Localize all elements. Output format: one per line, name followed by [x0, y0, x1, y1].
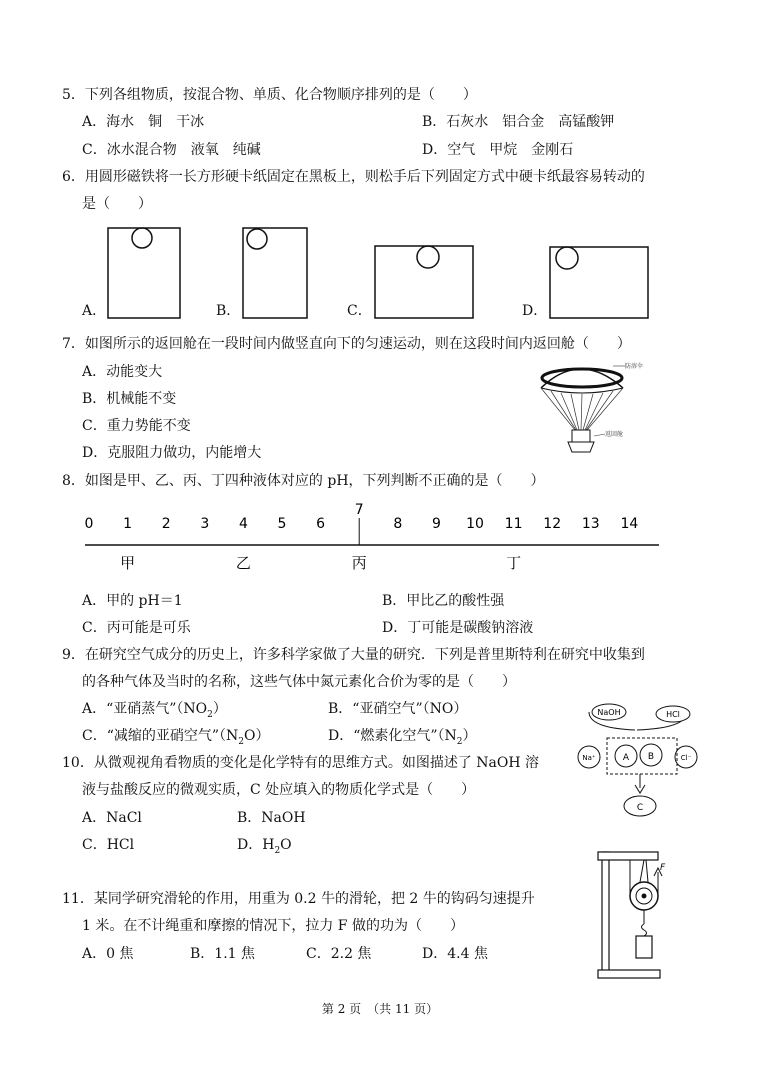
b-label: B: [647, 752, 655, 762]
ph-tick-label: 1: [123, 516, 133, 532]
ph-tick-label: 14: [620, 516, 639, 532]
q11-option-c: C．2.2 焦: [306, 946, 372, 962]
ph-marker-label: 甲: [120, 554, 136, 572]
q9-option-a: A．“亚硝蒸气$”(NO_2)$: [82, 701, 227, 720]
ph-marker-label: 丙: [351, 554, 367, 572]
q10-option-a: A．NaCl: [82, 810, 142, 826]
ph-tick-label: 10: [466, 516, 484, 532]
q7-option-b: B．机械能不变: [82, 391, 177, 407]
q11-option-b: B．1.1 焦: [190, 946, 256, 962]
reaction-box: [607, 738, 677, 774]
ph-tick-label: 6: [316, 516, 326, 532]
q10-stem-line1: 10．从微观视角看物质的变化是化学特有的思维方式。如图描述了 NaOH 溶: [62, 755, 539, 771]
ph-tick-label: 11: [504, 516, 523, 532]
ph-tick-label: 3: [200, 516, 210, 532]
ph-tick-label: 7: [354, 502, 364, 518]
q6-option-c: C．: [347, 303, 372, 319]
c-label: C: [636, 803, 644, 813]
q5-option-d: D．空气 甲烷 金刚石: [422, 142, 574, 158]
q10-option-b: B．NaOH: [237, 810, 306, 826]
parachute-label: 防溶伞: [625, 363, 644, 370]
q8-stem: 8．如图是甲、乙、丙、丁四种液体对应的 pH，下列判断不正确的是（ ）: [62, 473, 545, 489]
q6-figure-b: [243, 228, 307, 318]
q8-option-a: A．甲的 pH＝1: [82, 593, 183, 609]
q8-option-c: C．丙可能是可乐: [82, 620, 191, 636]
q5-option-b: B．石灰水 铝合金 高锰酸钾: [422, 114, 615, 130]
capsule-label: 返回舱: [605, 431, 624, 438]
q8-option-d: D．丁可能是碳酸钠溶液: [382, 620, 534, 636]
q7-stem: 7．如图所示的返回舱在一段时间内做竖直向下的匀速运动，则在这段时间内返回舱（ ）: [62, 336, 631, 352]
q6-figure-d: [550, 247, 648, 318]
parachute-canopy: [541, 369, 623, 393]
ph-tick-label: 8: [393, 516, 403, 532]
q11-pulley-figure: [590, 842, 670, 982]
stand-arm: [598, 852, 658, 860]
na-label: Na⁺: [582, 754, 596, 762]
q9-option-d: D．“燃素化空气$”(N_2)$: [328, 728, 477, 747]
q7-option-d: D．克服阻力做功，内能增大: [82, 445, 262, 461]
q9-stem-line2: 的各种气体及当时的名称，这些气体中氮元素化合价为零的是（ ）: [82, 674, 516, 690]
q6-figure-a: [108, 228, 180, 318]
q11-option-d: D．4.4 焦: [422, 946, 488, 962]
parachute-lines: [541, 388, 623, 430]
q9-option-c: C．“减缩的亚硝空气$”(N_2O)$: [82, 728, 270, 747]
q6-figures: [100, 220, 710, 320]
ph-tick-label: 9: [431, 516, 441, 532]
q5-stem: 5．下列各组物质，按混合物、单质、化合物顺序排列的是（ ）: [62, 87, 477, 103]
q7-option-a: A．动能变大: [82, 364, 163, 380]
ph-tick-label: 2: [161, 516, 171, 532]
cl-label: Cl⁻: [680, 754, 692, 762]
q6-option-d: D．: [522, 303, 548, 319]
q7-option-c: C．重力势能不变: [82, 418, 191, 434]
q5-option-a: A．海水 铜 干冰: [82, 114, 205, 130]
hcl-label: HCl: [666, 710, 680, 719]
q11-stem-line1: 11．某同学研究滑轮的作用，用重为 0.2 牛的滑轮，把 2 牛的钩码匀速提升: [62, 891, 535, 907]
q5-option-c: C．冰水混合物 液氧 纯碱: [82, 142, 261, 158]
q6-option-a: A．: [82, 303, 107, 319]
hook-weight: [636, 936, 652, 958]
q11-stem-line2: 1 米。在不计绳重和摩擦的情况下，拉力 F 做的功为（ ）: [82, 918, 464, 934]
q8-option-b: B．甲比乙的酸性强: [382, 593, 505, 609]
page-footer: 第 2 页 （共 11 页）: [321, 1002, 439, 1016]
q6-stem-line2: 是（ ）: [82, 196, 152, 212]
q9-stem-line1: 9．在研究空气成分的历史上，许多科学家做了大量的研究．下列是普里斯特利在研究中收集到: [62, 647, 645, 663]
ph-marker-label: 乙: [235, 554, 251, 572]
ph-tick-label: 13: [581, 516, 600, 532]
stand-base: [598, 970, 660, 978]
ph-tick-label: 4: [238, 516, 248, 532]
stand-pole: [602, 852, 609, 977]
force-label: F: [660, 863, 666, 873]
q6-figure-c: [375, 246, 473, 318]
q10-particle-figure: [575, 700, 700, 825]
q10-stem-line2: 液与盐酸反应的微观实质，C 处应填入的物质化学式是（ ）: [82, 782, 476, 798]
q6-stem-line1: 6．用圆形磁铁将一长方形硬卡纸固定在黑板上，则松手后下列固定方式中硬卡纸最容易转动的: [62, 169, 645, 185]
q10-option-c: C．HCl: [82, 837, 135, 853]
q11-option-a: A．0 焦: [82, 946, 134, 962]
q6-option-b: B．: [216, 303, 241, 319]
q7-parachute-figure: [535, 356, 655, 460]
ph-tick-label: 12: [543, 516, 562, 532]
ph-tick-label: 0: [84, 516, 94, 532]
q8-ph-scale: [75, 500, 675, 580]
naoh-label: NaOH: [597, 708, 621, 717]
return-capsule: [568, 430, 594, 452]
ph-marker-label: 丁: [506, 554, 522, 572]
ph-tick-label: 5: [277, 516, 287, 532]
q10-option-d: D．$H_2O$: [237, 837, 292, 856]
q9-option-b: B．“亚硝空气”（NO）: [328, 701, 468, 717]
a-label: A: [622, 753, 630, 763]
